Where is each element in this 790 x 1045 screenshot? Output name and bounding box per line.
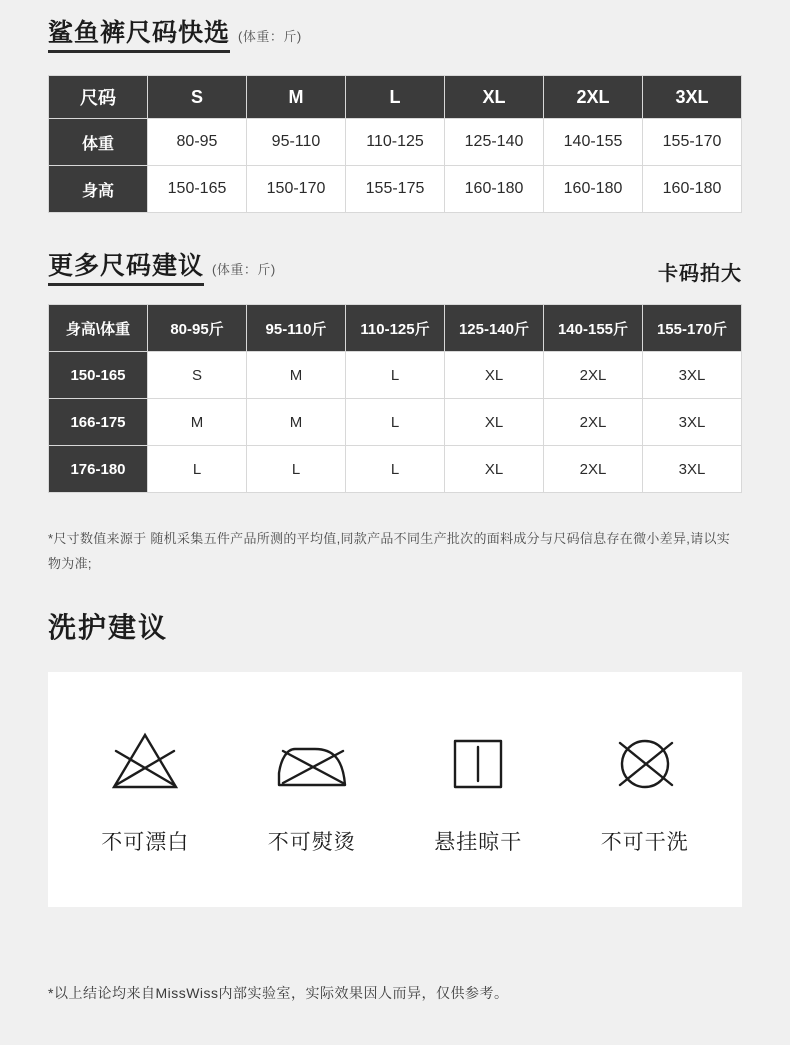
column-header: S (148, 76, 247, 119)
row-header: 150-165 (49, 352, 148, 399)
column-header: 155-170斤 (643, 305, 742, 352)
column-header: M (247, 76, 346, 119)
table-cell: 150-170 (247, 166, 346, 213)
table-row (49, 166, 742, 213)
column-header: 140-155斤 (544, 305, 643, 352)
column-header: 80-95斤 (148, 305, 247, 352)
no-bleach-icon (102, 724, 188, 804)
row-header: 176-180 (49, 446, 148, 493)
no-dry-clean-icon (602, 724, 688, 804)
table-cell: M (148, 399, 247, 446)
column-header: L (346, 76, 445, 119)
table-cell: M (247, 352, 346, 399)
column-header: 身高\体重 (49, 305, 148, 352)
table-row (49, 446, 742, 493)
column-header: 3XL (643, 76, 742, 119)
table-cell: L (346, 399, 445, 446)
table-cell: 125-140 (445, 119, 544, 166)
table-cell: 150-165 (148, 166, 247, 213)
lab-disclaimer: *以上结论均来自MissWiss内部实验室，实际效果因人而异，仅供参考。 (48, 985, 509, 1001)
table-cell: 160-180 (445, 166, 544, 213)
table-cell: 2XL (544, 446, 643, 493)
more-size-table (48, 304, 742, 493)
table-cell: L (346, 446, 445, 493)
row-header: 身高 (49, 166, 148, 213)
column-header: 95-110斤 (247, 305, 346, 352)
more-size-heading (48, 251, 742, 286)
table-cell: XL (445, 446, 544, 493)
column-header: 2XL (544, 76, 643, 119)
table-cell: 3XL (643, 446, 742, 493)
table-cell: 80-95 (148, 119, 247, 166)
quick-size-heading (48, 18, 742, 53)
column-header: 尺码 (49, 76, 148, 119)
table-row (49, 399, 742, 446)
table-row (49, 352, 742, 399)
column-header: XL (445, 76, 544, 119)
care-label: 悬挂晾干 (434, 830, 523, 854)
measurement-disclaimer: *尺寸数值来源于 随机采集五件产品所测的平均值,同款产品不同生产批次的面料成分与尺码信息存在微小差异,请以实物为准; (48, 531, 731, 571)
column-header: 110-125斤 (346, 305, 445, 352)
quick-size-subtitle: (体重：斤) (238, 29, 302, 44)
table-header-row (49, 76, 742, 119)
column-header: 125-140斤 (445, 305, 544, 352)
table-cell: L (346, 352, 445, 399)
table-cell: 2XL (544, 352, 643, 399)
row-header: 体重 (49, 119, 148, 166)
table-cell: L (148, 446, 247, 493)
table-cell: XL (445, 352, 544, 399)
size-up-note: 卡码拍大 (658, 263, 742, 285)
care-item (70, 724, 220, 856)
no-iron-icon (269, 724, 355, 804)
care-icons-panel (48, 672, 742, 907)
table-row (49, 119, 742, 166)
table-cell: 155-170 (643, 119, 742, 166)
table-cell: 110-125 (346, 119, 445, 166)
care-item (237, 724, 387, 856)
quick-size-title: 鲨鱼裤尺码快选 (48, 18, 230, 53)
table-cell: L (247, 446, 346, 493)
table-cell: M (247, 399, 346, 446)
table-cell: 3XL (643, 352, 742, 399)
table-cell: XL (445, 399, 544, 446)
more-size-subtitle: (体重：斤) (212, 262, 276, 277)
table-cell: 160-180 (643, 166, 742, 213)
care-item (570, 724, 720, 856)
more-size-title: 更多尺码建议 (48, 251, 204, 286)
table-cell: 155-175 (346, 166, 445, 213)
table-cell: 140-155 (544, 119, 643, 166)
care-section-title: 洗护建议 (48, 612, 169, 644)
table-header-row (49, 305, 742, 352)
quick-size-table (48, 75, 742, 213)
care-item (403, 724, 553, 856)
row-header: 166-175 (49, 399, 148, 446)
table-cell: S (148, 352, 247, 399)
table-cell: 3XL (643, 399, 742, 446)
table-cell: 95-110 (247, 119, 346, 166)
table-cell: 2XL (544, 399, 643, 446)
hang-dry-icon (435, 724, 521, 804)
care-label: 不可熨烫 (267, 830, 356, 854)
table-cell: 160-180 (544, 166, 643, 213)
care-label: 不可漂白 (101, 830, 190, 854)
care-label: 不可干洗 (600, 830, 689, 854)
